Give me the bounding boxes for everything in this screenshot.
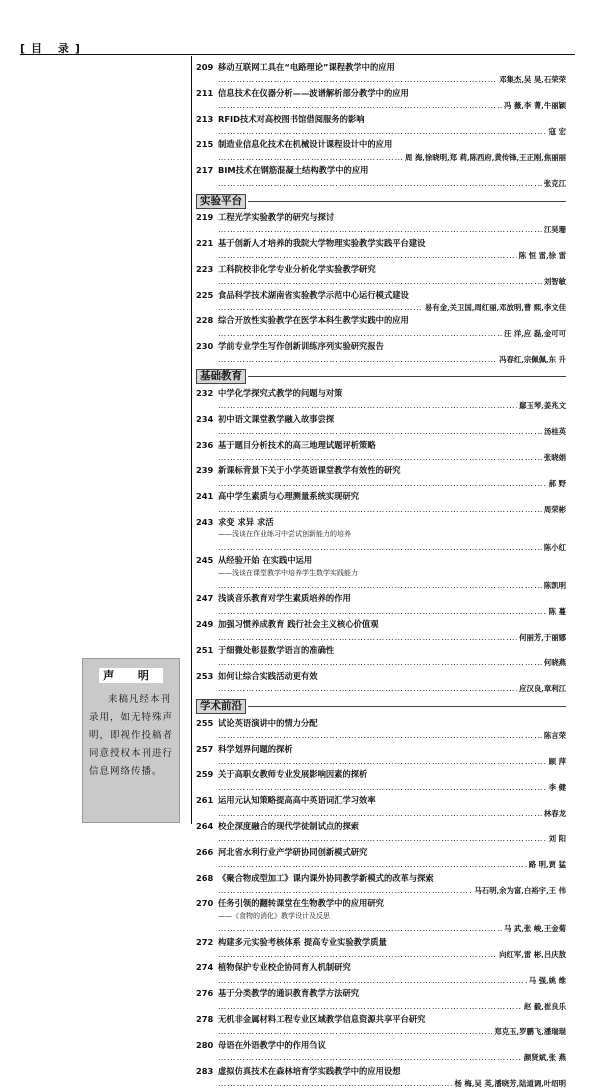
article-title: 科学划界问题的探析 [218, 743, 293, 754]
article-authors: 张晓娟 [543, 452, 566, 462]
dot-leader [218, 858, 527, 870]
article-authors: 马 武,张 峻,王金菊 [503, 924, 566, 934]
page-number: 253 [196, 670, 214, 681]
article-authors: 马 强,姚 维 [528, 975, 566, 985]
page-number: 209 [196, 62, 214, 72]
dot-leader [218, 1077, 452, 1089]
article-title: 移动互联网工具在“电路理论”课程教学中的应用 [218, 62, 395, 72]
article-authors: 林春龙 [543, 808, 566, 818]
toc-entry[interactable] [196, 464, 566, 490]
toc-entry[interactable] [196, 1065, 566, 1090]
article-authors: 江昊珊 [543, 225, 566, 235]
page-number: 272 [196, 936, 214, 947]
article-title: 校企深度融合的现代学徒制试点的探索 [218, 820, 360, 831]
toc-entry[interactable] [196, 340, 566, 366]
toc-entry[interactable] [196, 387, 566, 413]
article-title: 新课标背景下关于小学英语课堂教学有效性的研究 [218, 465, 401, 476]
article-authors: 赵 毅,崔良乐 [523, 1001, 566, 1011]
article-authors: 易有金,关卫国,周红丽,邓放明,曹 熙,李文佳 [424, 302, 566, 312]
article-title: 食品科学技术湖南省实验教学示范中心运行模式建设 [218, 289, 409, 300]
section-heading [196, 370, 566, 384]
article-authors: 陈 蔓 [548, 606, 566, 616]
toc-entry[interactable] [196, 490, 566, 516]
page-number: 221 [196, 237, 214, 248]
article-title: 关于高职女教师专业发展影响因素的探析 [218, 769, 368, 780]
table-of-contents [196, 61, 566, 1090]
toc-entry[interactable] [196, 794, 566, 820]
dot-leader [218, 631, 517, 643]
article-title: 无机非金属材料工程专业区域教学信息资源共享平台研究 [218, 1014, 426, 1025]
article-authors: 应汉良,章利江 [519, 684, 566, 694]
article-title: 任务引领的翻转课堂在生物教学中的应用研究 [218, 898, 384, 909]
article-authors: 冯 薇,李 菁,牛丽颖 [503, 101, 566, 111]
page-number: 283 [196, 1065, 214, 1076]
toc-entry[interactable] [196, 314, 566, 340]
page-number: 264 [196, 820, 214, 831]
dot-leader [218, 755, 547, 767]
article-title: 运用元认知策略提高高中英语词汇学习效率 [218, 795, 376, 806]
article-title: 基于创新人才培养的我院大学物理实验教学实践平台建设 [218, 237, 426, 248]
article-title: 于细微处彰显数学语言的准确性 [218, 645, 335, 656]
section-label: 学术前沿 [196, 699, 246, 714]
column-divider [191, 56, 192, 824]
article-authors: 颜贤斌,张 燕 [523, 1053, 566, 1063]
article-authors: 刘 阳 [548, 834, 566, 844]
article-title: 学前专业学生写作创新训练序列实验研究报告 [218, 341, 384, 352]
dot-leader [218, 807, 542, 819]
article-title: 加强习惯养成教育 践行社会主义核心价值观 [218, 619, 379, 630]
article-title: 初中语文课堂教学融入故事尝探 [218, 413, 335, 424]
dot-leader [218, 729, 542, 741]
section-rule [248, 201, 566, 202]
dot-leader [218, 503, 542, 515]
notice-box [82, 658, 180, 823]
toc-entry[interactable] [196, 592, 566, 618]
page-number: 278 [196, 1014, 214, 1025]
toc-entry[interactable] [196, 1013, 566, 1039]
article-authors: 寇 宏 [548, 127, 566, 137]
notice-text: 来稿凡经本刊录用，如无特殊声明，即视作投稿者同意授权本刊进行信息网络传播。 [89, 694, 174, 777]
page-number: 211 [196, 87, 214, 98]
article-subtitle: ——浅谈在作业练习中尝试创新能力的培养 [218, 530, 351, 539]
article-authors: 李 健 [548, 782, 566, 792]
article-authors: 路 明,贾 猛 [528, 860, 566, 870]
dot-leader [218, 223, 542, 235]
article-title: 《聚合物成型加工》课内课外协同教学新模式的改革与探索 [218, 872, 434, 883]
page-number: 230 [196, 341, 214, 352]
dot-leader [218, 125, 547, 137]
toc-entry[interactable] [196, 237, 566, 263]
page-number: 243 [196, 517, 214, 527]
dot-leader [218, 781, 547, 793]
article-authors: 何晓燕 [543, 658, 566, 668]
article-title: 高中学生素质与心理测量系统实现研究 [218, 491, 360, 502]
toc-entry[interactable] [196, 936, 566, 962]
page-number: 257 [196, 743, 214, 754]
article-title: 工程光学实验教学的研究与探讨 [218, 212, 335, 223]
dot-leader [218, 1025, 492, 1037]
toc-entry[interactable] [196, 113, 566, 139]
article-title: 从经验开始 在实践中运用 [218, 555, 313, 566]
header-rule [20, 54, 575, 55]
page-number: 219 [196, 212, 214, 223]
article-authors: 向红军,雷 彬,吕庆敖 [499, 950, 566, 959]
dot-leader [218, 656, 542, 668]
toc-entry[interactable] [196, 872, 566, 898]
page-number: 234 [196, 413, 214, 424]
article-authors: 陈小红 [543, 542, 566, 552]
page-number: 241 [196, 491, 214, 502]
page-header [20, 40, 575, 60]
toc-entry[interactable] [196, 846, 566, 872]
dot-leader [218, 327, 502, 339]
toc-entry[interactable] [196, 768, 566, 794]
page-number: 236 [196, 439, 214, 450]
page-number: 276 [196, 988, 214, 999]
page-number: 247 [196, 593, 214, 604]
article-authors: 邓集杰,吴 昊,石荣荣 [499, 75, 566, 85]
article-authors: 周荣彬 [543, 504, 566, 514]
article-subtitle: ——《食物的消化》教学设计及反思 [218, 911, 330, 920]
section-label: 实验平台 [196, 194, 246, 209]
section-rule [248, 706, 566, 707]
page-number: 270 [196, 898, 214, 909]
toc-entry[interactable] [196, 1039, 566, 1065]
page-number: 239 [196, 465, 214, 476]
toc-entry[interactable] [196, 164, 566, 190]
article-authors: 陈 恒 雷,徐 雷 [518, 251, 566, 261]
dot-leader [218, 477, 547, 489]
article-title: 求变 求异 求活 [218, 517, 274, 527]
toc-entry[interactable] [196, 897, 566, 935]
article-title: 制造业信息化技术在机械设计课程设计中的应用 [218, 139, 393, 150]
page-number: 225 [196, 289, 214, 300]
toc-entry[interactable] [196, 87, 566, 113]
toc-entry[interactable] [196, 670, 566, 696]
dot-leader [218, 1000, 522, 1012]
article-title: 河北省水利行业产学研协同创新模式研究 [218, 846, 368, 857]
article-title: 如何让综合实践活动更有效 [218, 670, 318, 681]
article-title: 植物保护专业校企协同育人机制研究 [218, 962, 351, 973]
article-title: 试论英语演讲中的情力分配 [218, 717, 318, 728]
dot-leader [218, 353, 497, 365]
dot-leader [218, 73, 497, 85]
dot-leader [218, 301, 423, 313]
page-number: 274 [196, 962, 214, 973]
toc-entry[interactable] [196, 413, 566, 439]
toc-entry[interactable] [196, 644, 566, 670]
article-title: 工科院校非化学专业分析化学实验教学研究 [218, 263, 376, 274]
section-heading [196, 194, 566, 208]
dot-leader [218, 832, 547, 844]
dot-leader [218, 425, 542, 437]
dot-leader [218, 177, 542, 189]
dot-leader [218, 275, 542, 287]
page-number: 249 [196, 619, 214, 630]
toc-entry[interactable] [196, 987, 566, 1013]
article-subtitle: ——浅谈在课堂教学中培养学生数学实践能力 [218, 568, 358, 577]
article-authors: 何丽芳,于丽娜 [519, 632, 566, 642]
toc-entry[interactable] [196, 554, 566, 592]
article-title: RFID技术对高校图书馆借阅服务的影响 [218, 113, 365, 124]
article-authors: 陈凯明 [543, 581, 566, 591]
article-authors: 汪 洋,应 磊,金可可 [503, 328, 566, 338]
section-rule [248, 376, 566, 377]
page-number: 217 [196, 165, 214, 176]
article-title: 构建多元实验考核体系 提高专业实验教学质量 [218, 936, 387, 947]
article-authors: 郑克玉,罗鹏飞,潘瑞琨 [494, 1027, 566, 1037]
dot-leader [218, 922, 502, 934]
dot-leader [218, 151, 403, 163]
dot-leader [218, 948, 497, 960]
article-authors: 张克江 [543, 178, 566, 188]
toc-entry[interactable] [196, 289, 566, 315]
page-number: 228 [196, 315, 214, 326]
toc-entry[interactable] [196, 211, 566, 237]
dot-leader [218, 99, 502, 111]
article-authors: 郝 野 [548, 478, 566, 488]
toc-entry[interactable] [196, 61, 566, 87]
article-title: 基于题目分析技术的高三地理试题评析策略 [218, 439, 376, 450]
article-authors: 马石明,余为富,白裕宇,王 伟 [474, 885, 566, 895]
page-number: 213 [196, 113, 214, 124]
toc-entry[interactable] [196, 961, 566, 987]
toc-entry[interactable] [196, 717, 566, 743]
dot-leader [218, 884, 472, 896]
toc-entry[interactable] [196, 263, 566, 289]
article-title: 母语在外语教学中的作用刍议 [218, 1039, 326, 1050]
dot-leader [218, 605, 547, 617]
dot-leader [218, 682, 517, 694]
header-title: [目 录] [20, 42, 86, 55]
dot-leader [218, 451, 542, 463]
article-authors: 鄢玉琴,姜兆文 [519, 401, 566, 411]
toc-entry[interactable] [196, 138, 566, 164]
article-title: 虚拟仿真技术在森林培育学实践教学中的应用设想 [218, 1065, 401, 1076]
article-title: 中学化学探究式教学的问题与对策 [218, 387, 343, 398]
article-authors: 刘智敏 [543, 277, 566, 287]
toc-entry[interactable] [196, 439, 566, 465]
article-authors: 汤桂英 [543, 427, 566, 437]
toc-entry[interactable] [196, 743, 566, 769]
page-number: 232 [196, 387, 214, 398]
page-number: 255 [196, 717, 214, 728]
page-number: 261 [196, 795, 214, 806]
section-label: 基础教育 [196, 369, 246, 384]
page-number: 223 [196, 263, 214, 274]
page-number: 251 [196, 645, 214, 656]
article-title: 浅谈音乐教育对学生素质培养的作用 [218, 593, 351, 604]
article-authors: 冯春红,宗佩佩,东 升 [499, 354, 566, 364]
page-number: 268 [196, 872, 214, 883]
article-authors: 杨 梅,吴 英,潘晓芳,陆道调,叶绍明 [454, 1079, 566, 1089]
article-title: 信息技术在仪器分析——波谱解析部分教学中的应用 [218, 87, 409, 98]
toc-entry[interactable] [196, 618, 566, 644]
section-heading [196, 700, 566, 714]
dot-leader [218, 399, 517, 411]
article-title: BIM技术在钢筋混凝土结构教学中的应用 [218, 165, 369, 176]
dot-leader [218, 974, 527, 986]
page-number: 259 [196, 769, 214, 780]
dot-leader [218, 1051, 522, 1063]
article-authors: 顾 萍 [548, 756, 566, 766]
notice-title: 声 明 [89, 667, 173, 683]
dot-leader [218, 579, 542, 591]
page-number: 280 [196, 1039, 214, 1050]
page-number: 245 [196, 555, 214, 566]
page-number: 266 [196, 846, 214, 857]
article-title: 综合开放性实验教学在医学本科生教学实践中的应用 [218, 315, 409, 326]
article-title: 基于分类教学的通识教育教学方法研究 [218, 988, 360, 999]
dot-leader [218, 541, 542, 553]
page-number: 215 [196, 139, 214, 150]
article-authors: 周 海,徐晓明,郑 莉,陈西府,黄传锋,王正刚,焦丽丽 [404, 152, 566, 162]
article-authors: 陈言荣 [543, 731, 566, 741]
dot-leader [218, 249, 517, 261]
toc-entry[interactable] [196, 516, 566, 554]
